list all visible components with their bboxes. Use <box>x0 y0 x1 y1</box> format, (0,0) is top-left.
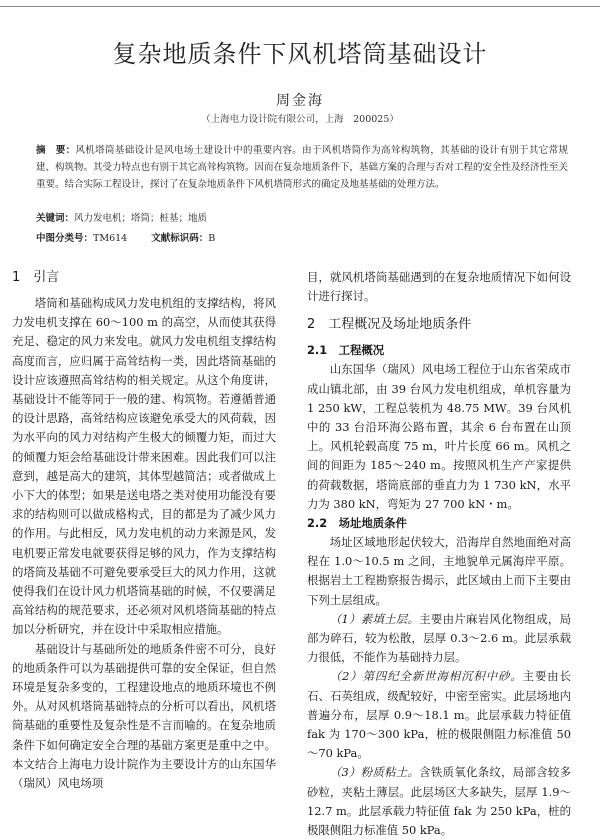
section1-heading: 1 引言 <box>12 270 60 285</box>
soil-layer-3-label: （3）粉质粘土。 <box>329 765 420 780</box>
soil-layer-2-text: 主要由长石、石英组成，级配较好，中密至密实。此层场地内普遍分布，层厚 0.9～18.1 m。此层承载力特征值 fak 为 170～300 kPa，桩的极限侧阻力标准值 50～70 kPa。 <box>307 669 571 761</box>
subsection-2-2-heading: 2.2 场址地质条件 <box>307 516 407 531</box>
classification-value: TM614 <box>93 233 128 244</box>
subsection-2-1-heading: 2.1 工程概况 <box>307 343 385 358</box>
affiliation: （上海电力设计院有限公司，上海 200025） <box>201 114 399 125</box>
classification-line <box>36 230 568 244</box>
classification-label: 中图分类号： <box>36 233 94 244</box>
doc-code-value: B <box>208 233 216 244</box>
right-column <box>307 268 571 840</box>
soil-layer-2 <box>307 667 571 763</box>
author-name: 周金海 <box>276 93 324 109</box>
intro-paragraph-1: 塔筒和基础构成风力发电机组的支撑结构，将风力发电机支撑在 60～100 m 的高空，从而使其获得充足、稳定的风力来发电。就风力发电机组支撑结构高度而言，应归属于高耸结构一类，因此塔筒基础的设计应该遵照高耸结构的相关规定。从这个角度讲，基础设计不能等同于一般的建、构筑物。若遵循普通的设计思路，高耸结构应该避免承受大的风荷载，因为水平向的风力对结构产生极大的倾覆力矩，而过大的倾覆力矩会给基础设计带来困难。因此我们可以注意到，越是高大的建筑，其体型越简洁；或者做成上小下大的体型；如果是送电塔之类对使用功能没有要求的结构则可以做成格构式，目的都是为了减少风力的作用。与此相反，风力发电机的动力来源是风，发电机要正常发电就要获得足够的风力，作为支撑结构的塔筒及基础不可避免要承受巨大的风力作用，这就使得我们在设计风力机塔筒基础的时候，不仅要满足高耸结构的规范要求，还必须对风机塔筒基础的特点加以分析研究，并在设计中采取相应措施。 <box>12 296 276 637</box>
soil-layer-2-label: （2）第四纪全新世海相沉积中砂。 <box>329 669 523 684</box>
soil-layer-1 <box>307 610 571 668</box>
soil-layer-1-text: 主要由片麻岩风化物组成，局部为碎石，较为松散，层厚 0.3～2.6 m。此层承载力很低，不能作为基础持力层。 <box>307 611 571 665</box>
project-overview-paragraph: 山东国华（瑞风）风电场工程位于山东省荣成市成山镇北部，由 39 台风力发电机组成，单机容量为 1 250 kW，工程总装机为 48.75 MW。39 台风机中的 33 台沿环海公路布置，其余 6 台布置在山顶上。风机轮毂高度 75 m，叶片长度 66 m。风机之间的间距为 185～240 m。按照风机生产产家提供的荷载数据，塔筒底部的垂直力为 1 730 kN，水平力为 380 kN，弯矩为 27 700 kN・m。 <box>307 362 571 511</box>
keywords-text: 风力发电机；塔筒；桩基；地质 <box>74 213 208 224</box>
intro-paragraph-2: 基础设计与基础所处的地质条件密不可分，良好的地质条件可以为基础提供可靠的安全保证，但自然环境是复杂多变的，工程建设地点的地质环境也不例外。从对风机塔筒基础特点的分析可以看出，风机塔筒基础的重要性及复杂性是不言而喻的。在复杂地质条件下如何确定安全合理的基础方案更是重中之中。本文结合上海电力设计院作为主要设计方的山东国华（瑞风）风电场项 <box>12 641 276 791</box>
paper-title: 复杂地质条件下风机塔筒基础设计 <box>112 40 488 68</box>
abstract-label: 摘 要： <box>36 145 76 156</box>
section2-heading: 2 工程概况及场址地质条件 <box>307 317 472 333</box>
header-rule <box>0 6 600 7</box>
abstract-text: 风机塔筒基础设计是风电场土建设计中的重要内容。由于风机塔筒作为高耸构筑物，其基础的设计有别于其它常规建、构筑物。其受力特点也有别于其它高耸构筑物。因而在复杂地质条件下，基础方案的合理与否对工程的安全性及经济性至关重要。结合实际工程设计，探讨了在复杂地质条件下风机塔筒形式的确定及地基基础的处理方法。 <box>36 145 569 191</box>
soil-layer-3-text: 含铁质氧化条纹，局部含较多砂粒，夹粘土薄层。此层场区大多缺失，层厚 1.9～12.7 m。此层承载力特征值 fak 为 250 kPa，桩的极限侧阻力标准值 50 kPa。 <box>307 765 571 838</box>
doc-code-label: 文献标识码： <box>151 233 209 244</box>
keywords <box>36 210 568 224</box>
left-column <box>12 268 276 793</box>
soil-layer-1-label: （1）素填土层。 <box>329 611 420 626</box>
site-geology-paragraph: 场址区域地形起伏较大，沿海岸自然地面绝对高程在 1.0～10.5 m 之间，主地貌单元属海岸平原。根据岩土工程勘察报告揭示，此区域由上而下主要由下列土层组成。 <box>307 535 571 607</box>
keywords-label: 关键词： <box>36 213 75 224</box>
intro-continuation: 目，就风机塔筒基础遇到的在复杂地质情况下如何设计进行探讨。 <box>307 270 571 304</box>
abstract <box>36 142 568 194</box>
soil-layer-3 <box>307 763 571 840</box>
